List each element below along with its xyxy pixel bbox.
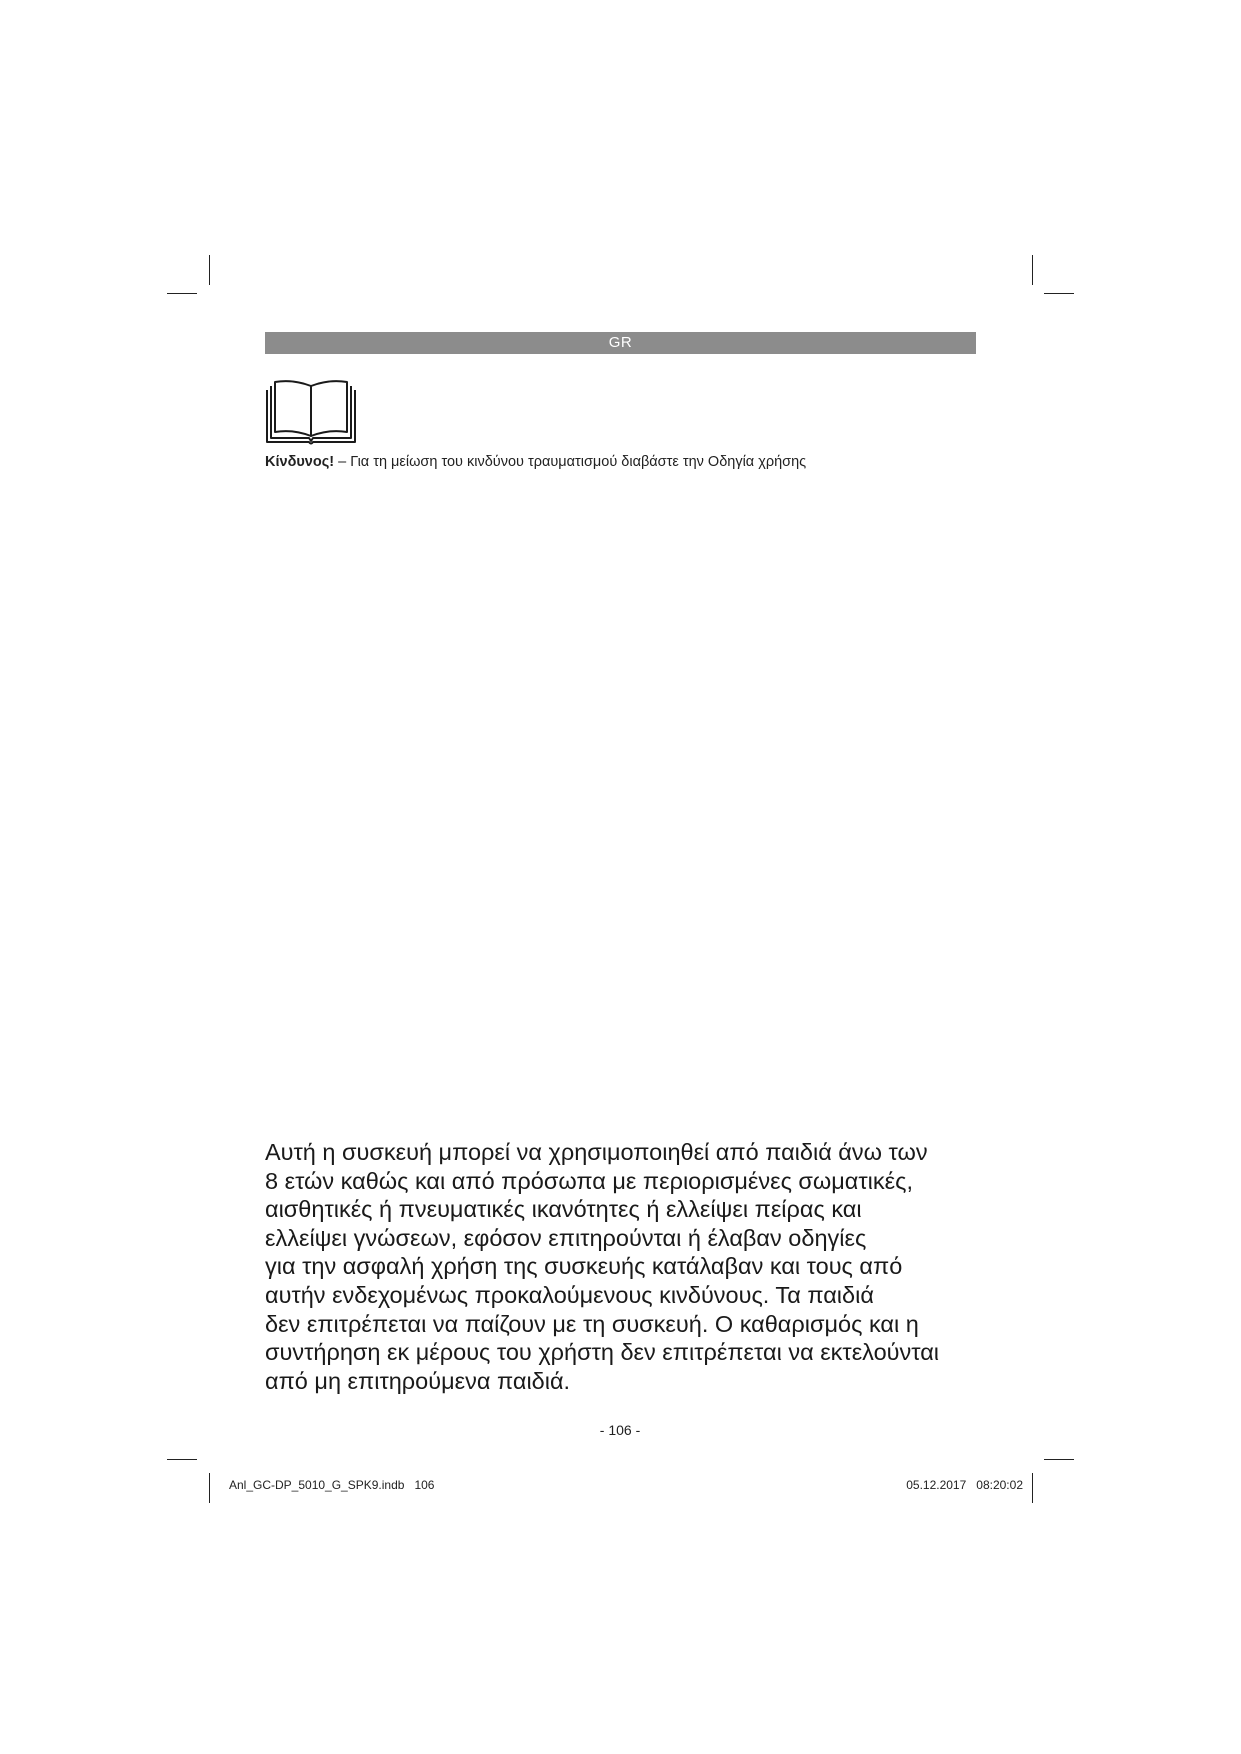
paragraph-line: αυτήν ενδεχομένως προκαλούμενους κινδύνους. Τα παιδιά xyxy=(265,1281,874,1308)
crop-mark-bottom-left-vertical xyxy=(209,1473,210,1503)
paragraph-line: Αυτή η συσκευή μπορεί να χρησιμοποιηθεί από παιδιά άνω των xyxy=(265,1139,928,1165)
crop-mark-top-right-vertical xyxy=(1032,255,1033,285)
page-number: - 106 - xyxy=(599,1422,641,1438)
crop-mark-bottom-right-vertical xyxy=(1032,1473,1033,1503)
paragraph-line: ελλείψει γνώσεων, εφόσον επιτηρούνται ή έλαβαν οδηγίες xyxy=(265,1224,867,1251)
footer-file-name: Anl_GC-DP_5010_G_SPK9.indb 106 xyxy=(229,1478,435,1492)
paragraph-line: συντήρηση εκ μέρους του χρήστη δεν επιτρέπεται να εκτελούνται xyxy=(265,1339,939,1366)
crop-mark-top-left-vertical xyxy=(209,255,210,285)
paragraph-line: αισθητικές ή πνευματικές ικανότητες ή ελλείψει πείρας και xyxy=(265,1196,862,1223)
paragraph-line: δεν επιτρέπεται να παίζουν με τη συσκευή. Ο καθαρισμός και η xyxy=(265,1310,919,1337)
warning-text: – Για τη μείωση του κινδύνου τραυματισμού διαβάστε την Οδηγία χρήσης xyxy=(338,454,807,470)
language-header-bar xyxy=(265,332,976,354)
crop-mark-bottom-right-horizontal xyxy=(1044,1459,1074,1460)
paragraph-line: από μη επιτηρούμενα παιδιά. xyxy=(265,1367,571,1394)
safety-paragraph xyxy=(265,1138,995,1395)
crop-mark-top-left-horizontal xyxy=(167,293,197,294)
paragraph-line: για την ασφαλή χρήση της συσκευής κατάλαβαν και τους από xyxy=(265,1253,903,1280)
crop-mark-bottom-left-horizontal xyxy=(167,1459,197,1460)
crop-mark-top-right-horizontal xyxy=(1044,293,1074,294)
footer-timestamp: 05.12.2017 08:20:02 xyxy=(906,1478,1023,1492)
open-book-icon xyxy=(265,378,357,446)
paragraph-line: 8 ετών καθώς και από πρόσωπα με περιορισμένες σωματικές, xyxy=(265,1167,913,1194)
warning-label: Κίνδυνος! xyxy=(265,454,335,470)
language-code: GR xyxy=(608,334,633,351)
warning-notice xyxy=(265,453,1025,471)
